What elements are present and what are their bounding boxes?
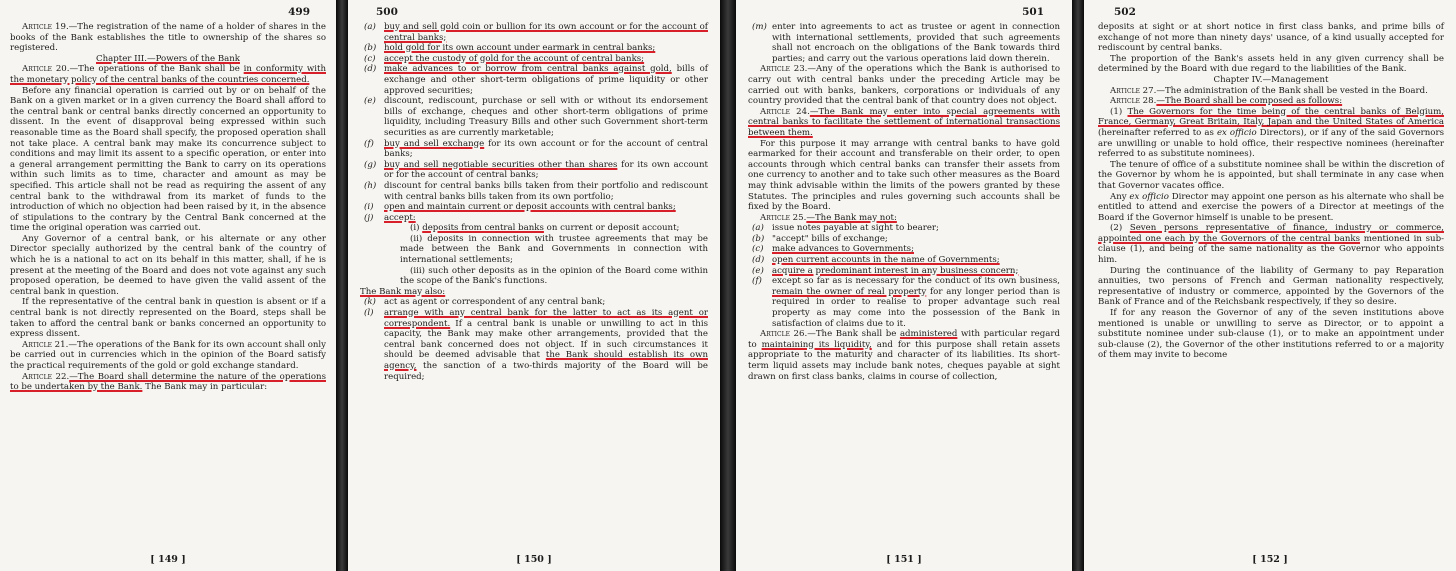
list-item (360, 202, 708, 213)
page-text (1098, 22, 1444, 361)
red-underline-highlight: maintaining its liquidity, (761, 339, 872, 350)
page-text (748, 22, 1060, 382)
paragraph: Article 22.—The Board shall determine the nature of the operations to be undertaken by the Bank. The Bank may in particular: (10, 371, 326, 393)
article-label: Article (760, 106, 790, 117)
red-underline-highlight: The Bank may also: (360, 286, 446, 297)
item-text (384, 22, 708, 43)
red-underline-highlight: The Governors for the time being of the central banks of Belgium, France, Germany, Great Britain, Italy, Japan and the United States of America (1098, 106, 1445, 128)
red-underline-highlight: arrange with any central bank for the latter to act as its agent or correspondent. (384, 308, 708, 329)
list-item (748, 244, 1060, 255)
red-underline-highlight: Chapter III.—Powers of the Bank (96, 53, 240, 64)
red-underline-highlight: buy and sell negotiable securities other than shares (384, 159, 618, 170)
paragraph: Article 25.—The Bank may not: (760, 212, 897, 223)
page-footer: [ 151 ] (886, 554, 922, 565)
paragraph: For this purpose it may arrange with central banks to have gold earmarked for their account and transferable on their order, to open accounts through which central banks can transfer their assets from one currency to another and to take such other measures as the Board may think advisable within the limits of the powers granted by these Statutes. The principles and rules governing such accounts shall be fixed by the Board. (748, 138, 1060, 213)
paragraph: Before any financial operation is carried out by or on behalf of the Bank on a given market or in a given currency the Board shall afford to the central bank or central banks directly concerned an opportunity to dissent. In the event of disapproval being expressed within such reasonable time as the Board shall specify, the proposed operation shall not take place. A central bank may make its concurrence subject to conditions and may limit its assent to a specific operation, or enter into a general arrangement permitting the Bank to carry on its operations within such limits as to time, character and amount as may be specified. This article shall not be read as requiring the assent of any central bank to the withdrawal from its market of funds to the introduction of which no objection had been raised by it, in the absence of stipulations to the contrary by the Central Bank concerned at the time the original operation was carried out. (10, 85, 326, 234)
page-footer: [ 150 ] (516, 554, 552, 565)
page-number: 499 (288, 6, 310, 18)
paragraph: Article 21.—The operations of the Bank for its own account shall only be carried out in currencies which in the opinion of the Board satisfy the practical requirements of the gold or gold exchange standard. (10, 339, 327, 371)
item-text: buy and sell negotiable securities other than shares for its own account or for the account of central banks; (384, 159, 708, 181)
red-underline-highlight: accept: (384, 212, 416, 223)
book-gutter (336, 0, 348, 571)
list-item (748, 266, 1060, 277)
paragraph: Article 26.—The Bank shall be administered with particular regard to maintaining its liquidity, and for this purpose shall retain assets appropriate to the maturity and character of its liabilities. Its short-term liquid assets may include bank notes, cheques payable at sight drawn on first class banks, claims in course of collection, (748, 329, 1061, 382)
red-underline-highlight: hold gold for its own account under earmark in central banks; (384, 43, 656, 54)
book-gutter (720, 0, 736, 571)
article-label: Article (760, 212, 790, 223)
page-501 (736, 0, 1072, 571)
book-gutter (1072, 0, 1084, 571)
list-item (748, 234, 1060, 245)
item-label: (a) (364, 22, 376, 32)
list-item (360, 64, 708, 96)
paragraph: Any ex officio Director may appoint one person as his alternate who shall be entitled to attend and exercise the powers of a Director at meetings of the Board if the Governor himself is unable to be present. (1098, 191, 1444, 223)
item-label: (g) (364, 159, 377, 170)
item-text (384, 213, 416, 223)
red-underline-highlight: open and maintain current or deposit accounts with central banks; (384, 202, 676, 213)
item-text: issue notes payable at sight to bearer; (772, 223, 939, 234)
sub-item: (ii) deposits in connection with trustee agreements that may be made between the Bank and Governments in connection with international settlements; (400, 233, 708, 266)
article-label: Article (22, 371, 52, 382)
list-item (360, 297, 708, 308)
page-502 (1084, 0, 1456, 571)
item-text: discount, rediscount, purchase or sell with or without its endorsement bills of exchange, cheques and other short-term obligations of prime liquidity, including Treasury Bills and other such Government short-term securities as are currently marketable; (384, 96, 708, 138)
list-item (360, 139, 708, 160)
red-underline-highlight: acquire a predominant interest in any business concern; (772, 265, 1019, 276)
page-500 (348, 0, 720, 571)
article-label: Article (22, 22, 52, 32)
page-number: 501 (1022, 6, 1044, 18)
article-label: Article (1110, 85, 1140, 96)
paragraph: (1) The Governors for the time being of the central banks of Belgium, France, Germany, Great Britain, Italy, Japan and the United States of America (hereinafter referred to as ex officio Directors), or if any of the said Governors are unwilling or unable to hold office, their respective nominees (hereinafter referred to as substitute nominees). (1098, 106, 1445, 160)
item-label: (h) (364, 180, 377, 191)
list-item (748, 223, 1060, 234)
chapter-heading (10, 54, 326, 65)
item-label: (k) (364, 297, 376, 308)
item-text (772, 244, 914, 254)
item-text: make advances to or borrow from central banks against gold, bills of exchange and other short-term obligations of prime liquidity or other approved securities; (384, 64, 708, 96)
red-underline-highlight: make advances to Governments; (772, 244, 914, 255)
paragraph: During the continuance of the liability of Germany to pay Reparation annuities, two persons of French and German nationality respectively, representative of industry or commerce, appointed by the Governors of the Bank of France and of the Reichsbank respectively, if they so desire. (1098, 265, 1444, 308)
page-text (360, 22, 708, 382)
page-number: 502 (1114, 6, 1136, 18)
item-label: (m) (752, 22, 767, 32)
list-item (360, 96, 708, 138)
paragraph: If for any reason the Governor of any of the seven institutions above mentioned is unable or unwilling to serve as Director, or to appoint a substitute nominee under sub-clause (1), or to make an appointment under sub-clause (2), the Governor of the other institutions referred to or a majority of them may invite to become (1098, 308, 1444, 361)
paragraph: Article 24.—The Bank may enter into special agreements with central banks to facilitate the settlement of international transactions between them. (748, 106, 1060, 138)
chapter-heading: Chapter IV.—Management (1213, 74, 1329, 85)
article-label: Article (1110, 96, 1140, 107)
list-item (748, 22, 1060, 64)
item-text (772, 266, 1018, 276)
red-underline-highlight: remain the owner of real property (772, 286, 927, 297)
article-label: Article (22, 64, 52, 75)
paragraph: The tenure of office of a substitute nominee shall be within the discretion of the Governor by whom he is appointed, but shall terminate in any case when that Governor vacates office. (1098, 159, 1444, 191)
red-underline-highlight: buy and sell exchange (384, 138, 485, 149)
list-item (748, 255, 1060, 266)
page-number: 500 (376, 6, 398, 18)
red-underline-highlight: accept the custody of gold for the account of central banks; (384, 53, 645, 64)
paragraph: deposits at sight or at short notice in first class banks, and prime bills of exchange of not more than ninety days' usance, of a kind usually accepted for rediscount by central banks. (1098, 22, 1444, 54)
red-underline-highlight: the Bank should establish its own agency, (384, 350, 708, 371)
paragraph: Article 27.—The administration of the Bank shall be vested in the Board. (1110, 85, 1428, 96)
paragraph: Article 28.—The Board shall be composed as follows: (1110, 96, 1343, 107)
item-label: (l) (364, 308, 374, 319)
item-text (384, 202, 676, 212)
item-label: (f) (752, 276, 762, 287)
list-item (360, 43, 708, 54)
red-underline-highlight: —The Bank may not: (806, 212, 897, 223)
item-text (384, 43, 655, 53)
item-text: except so far as is necessary for the conduct of its own business, remain the owner of real property for any longer period than is required in order to realise to proper advantage such real property as may come into the possession of the Bank in satisfaction of claims due to it. (772, 276, 1060, 329)
item-label: (f) (364, 138, 374, 149)
red-underline-highlight: —The Board shall determine the nature of the operations to be undertaken by the Bank. (10, 371, 326, 393)
list-item (360, 160, 708, 181)
red-underline-highlight: —The Board shall be composed as follows: (1156, 96, 1343, 107)
article-label: Article (760, 64, 790, 75)
list-item (360, 308, 708, 382)
paragraph: If the representative of the central bank in question is absent or if a central bank is not directly represented on the Board, steps shall be taken to afford the central bank or banks concerned an opportunity to express dissent. (10, 297, 326, 340)
list-item (360, 54, 708, 65)
list-item (360, 22, 708, 43)
article-label: Article (22, 339, 52, 350)
red-underline-highlight: buy and sell gold coin or bullion for its own account or for the account of central banks; (384, 22, 708, 43)
item-label: (d) (364, 64, 377, 75)
item-text (772, 255, 1000, 265)
item-label: (e) (364, 96, 376, 107)
page-text (10, 22, 326, 393)
red-underline-highlight: in conformity with the monetary policy of the central banks of the countries concerned. (10, 64, 326, 85)
item-text: arrange with any central bank for the latter to act as its agent or correspondent. If a central bank is unable or unwilling to act in this capacity, the Bank may make other arrangements, provided that the central bank concerned does not object. If in such circumstances it should be deemed advisable that the Bank should establish its own agency, the sanction of a two-thirds majority of the Board will be required; (384, 308, 708, 382)
item-label: (d) (752, 255, 765, 266)
item-label: (a) (752, 223, 764, 234)
item-label: (j) (364, 212, 374, 223)
sub-item: (i) deposits from central banks on current or deposit account; (410, 223, 680, 234)
red-underline-highlight: —The Bank may enter into special agreements with central banks to facilitate the settlement of international transactions between them. (748, 106, 1060, 138)
paragraph: Any Governor of a central bank, or his alternate or any other Director specially authorized by the central bank of the country of which he is a national to act on its behalf in this matter, shall, if he is present at the meeting of the Board and does not vote against any such proposed operation, be deemed to have given the valid assent of the central bank in question. (10, 233, 326, 297)
red-underline-highlight: Seven persons representative of finance, industry or commerce, appointed one each by the Governors of the central banks (1098, 223, 1444, 244)
item-label: (b) (364, 43, 377, 54)
item-text: discount for central banks bills taken from their portfolio and rediscount with central banks bills taken from its own portfolio; (384, 180, 708, 202)
paragraph (360, 287, 708, 298)
item-text: act as agent or correspondent of any central bank; (384, 297, 606, 308)
red-underline-highlight: administered (899, 329, 958, 340)
list-item (360, 213, 708, 224)
red-underline-highlight: make advances to or borrow from central banks against gold, (384, 64, 672, 75)
item-text: buy and sell exchange for its own account or for the account of central banks; (384, 138, 709, 160)
item-label: (e) (752, 265, 764, 276)
page-footer: [ 149 ] (150, 554, 186, 565)
paragraph: Article 20.—The operations of the Bank shall be in conformity with the monetary policy of the central banks of the countries concerned. (10, 64, 326, 85)
sub-item: (iii) such other deposits as in the opinion of the Board come within the scope of the Bank's functions. (400, 265, 708, 287)
article-label: Article (760, 329, 790, 340)
red-underline-highlight: open current accounts in the name of Governments; (772, 255, 1000, 266)
paragraph: Article 19.—The registration of the name of a holder of shares in the books of the Bank establishes the title to ownership of the shares so registered. (10, 22, 326, 54)
paragraph: The proportion of the Bank's assets held in any given currency shall be determined by the Board with due regard to the liabilities of the Bank. (1098, 53, 1444, 75)
list-item (360, 181, 708, 202)
item-label: (c) (364, 53, 376, 64)
item-label: (c) (752, 244, 764, 255)
page-499 (0, 0, 336, 571)
item-text: enter into agreements to act as trustee or agent in connection with international settlements, provided that such agreements shall not encroach on the obligations of the Bank towards third parties; and carry out the various operations laid down therein. (772, 22, 1060, 64)
item-label: (b) (752, 233, 765, 244)
item-text: "accept" bills of exchange; (772, 233, 888, 244)
item-text (384, 54, 644, 64)
page-footer: [ 152 ] (1252, 554, 1288, 565)
list-item (748, 276, 1060, 329)
red-underline-highlight: deposits from central banks (422, 223, 544, 234)
item-label: (i) (364, 202, 374, 213)
paragraph: Article 23.—Any of the operations which the Bank is authorised to carry out with central banks under the preceding Article may be carried out with banks, bankers, corporations or individuals of any country provided that the central bank of that country does not object. (748, 64, 1060, 107)
paragraph: (2) Seven persons representative of finance, industry or commerce, appointed one each by the Governors of the central banks mentioned in sub-clause (1), and being of the same nationality as the Governor who appoints him. (1098, 223, 1444, 266)
